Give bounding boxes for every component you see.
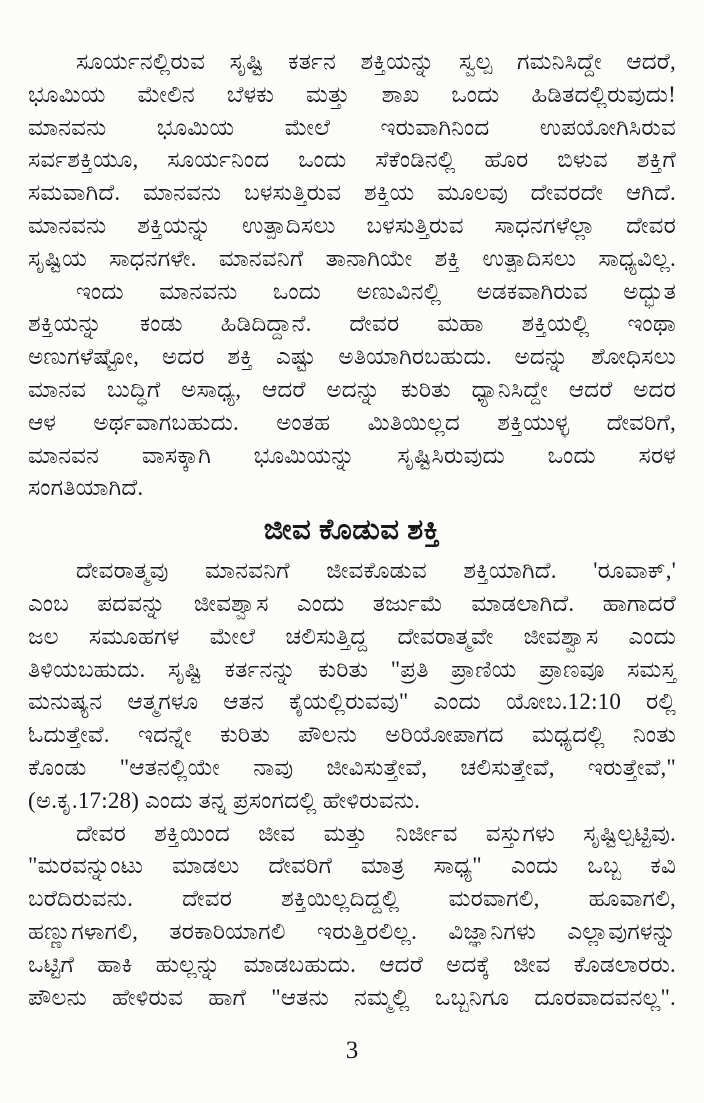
text-line: ಪೌಲನು ಹೇಳಿರುವ ಹಾಗೆ "ಆತನು ನಮ್ಮಲ್ಲಿ ಒಬ್ಬನಿಗೂ ದೂರವಾದವನಲ್ಲ". xyxy=(28,984,676,1010)
text-line: ಇಂದು ಮಾನವನು ಒಂದು ಅಣುವಿನಲ್ಲಿ ಅಡಕವಾಗಿರುವ ಅದ್ಭುತ xyxy=(76,278,676,304)
text-line: ಮಾನವನ ವಾಸಕ್ಕಾಗಿ ಭೂಮಿಯನ್ನು ಸೃಷ್ಟಿಸಿರುವುದು ಒಂದು ಸರಳ xyxy=(28,442,676,468)
text-line: ದೇವರಾತ್ಮವು ಮಾನವನಿಗೆ ಜೀವಕೊಡುವ ಶಕ್ತಿಯಾಗಿದೆ. 'ರೂವಾಕ್,' xyxy=(76,558,676,584)
text-line: ಶಕ್ತಿಯನ್ನು ಕಂಡು ಹಿಡಿದಿದ್ದಾನೆ. ದೇವರ ಮಹಾ ಶಕ್ತಿಯಲ್ಲಿ ಇಂಥಾ xyxy=(28,311,676,337)
text-line: ಸಮವಾಗಿದೆ. ಮಾನವನು ಬಳಸುತ್ತಿರುವ ಶಕ್ತಿಯ ಮೂಲವು ದೇವರದೇ ಆಗಿದೆ. xyxy=(28,180,676,206)
text-line: ಮಾನವ ಬುದ್ಧಿಗೆ ಅಸಾಧ್ಯ, ಆದರೆ ಅದನ್ನು ಕುರಿತು ಧ್ಯಾನಿಸಿದ್ದೇ ಆದರೆ ಅದರ xyxy=(28,376,676,402)
text-line: ಓದುತ್ತೇವೆ. ಇದನ್ನೇ ಕುರಿತು ಪೌಲನು ಅರಿಯೋಪಾಗದ ಮಧ್ಯದಲ್ಲಿ ನಿಂತು xyxy=(28,722,676,748)
text-line: ಸಂಗತಿಯಾಗಿದೆ. xyxy=(28,475,144,501)
text-line: ಜಲ ಸಮೂಹಗಳ ಮೇಲೆ ಚಲಿಸುತ್ತಿದ್ದ ದೇವರಾತ್ಮವೇ ಜೀವಶ್ವಾಸ ಎಂದು xyxy=(28,623,676,649)
text-line: ಸೂರ್ಯನಲ್ಲಿರುವ ಸೃಷ್ಟಿ ಕರ್ತನ ಶಕ್ತಿಯನ್ನು ಸ್ವಲ್ಪ ಗಮನಿಸಿದ್ದೇ ಆದರೆ, xyxy=(76,49,676,74)
text-line: ಸೃಷ್ಟಿಯ ಸಾಧನಗಳೇ. ಮಾನವನಿಗೆ ತಾನಾಗಿಯೇ ಶಕ್ತಿ ಉತ್ಪಾದಿಸಲು ಸಾಧ್ಯವಿಲ್ಲ. xyxy=(28,245,676,271)
text-line: (ಅ.ಕೃ.17:28) ಎಂದು ತನ್ನ ಪ್ರಸಂಗದಲ್ಲಿ ಹೇಳಿರುವನು. xyxy=(28,787,421,813)
text-line: ಸರ್ವಶಕ್ತಿಯೂ, ಸೂರ್ಯನಿಂದ ಒಂದು ಸೆಕೆಂಡಿನಲ್ಲಿ ಹೊರ ಬಿಳುವ ಶಕ್ತಿಗೆ xyxy=(28,147,676,173)
paragraph-1 xyxy=(28,46,676,276)
text-line: ಭೂಮಿಯ ಮೇಲಿನ ಬೆಳಕು ಮತ್ತು ಶಾಖ ಒಂದು ಹಿಡಿತದಲ್ಲಿರುವುದು! xyxy=(28,81,676,107)
text-block xyxy=(28,46,676,1014)
text-line: ಬರೆದಿರುವನು. ದೇವರ ಶಕ್ತಿಯಿಲ್ಲದಿದ್ದಲ್ಲಿ ಮರವಾಗಲಿ, ಹೂವಾಗಲಿ, xyxy=(28,886,676,912)
text-line: ದೇವರ ಶಕ್ತಿಯಿಂದ ಜೀವ ಮತ್ತು ನಿರ್ಜೀವ ವಸ್ತುಗಳು ಸೃಷ್ಟಿಲ್ಪಟ್ಟಿವು. xyxy=(76,820,676,846)
text-line: ಎಂಬ ಪದವನ್ನು ಜೀವಶ್ವಾಸ ಎಂದು ತರ್ಜುಮೆ ಮಾಡಲಾಗಿದೆ. ಹಾಗಾದರೆ xyxy=(28,590,676,616)
paragraph-2 xyxy=(28,276,676,506)
text-line: ಮಾನವನು ಶಕ್ತಿಯನ್ನು ಉತ್ಪಾದಿಸಲು ಬಳಸುತ್ತಿರುವ ಸಾಧನಗಳೆಲ್ಲಾ ದೇವರ xyxy=(28,212,676,238)
text-line: ತಿಳಿಯಬಹುದು. ಸೃಷ್ಟಿ ಕರ್ತನನ್ನು ಕುರಿತು "ಪ್ರತಿ ಪ್ರಾಣಿಯ ಪ್ರಾಣವೂ ಸಮಸ್ತ xyxy=(28,656,676,682)
paragraph-3 xyxy=(28,555,676,817)
text-line: ಒಟ್ಟಿಗೆ ಹಾಕಿ ಹುಲ್ಲನ್ನು ಮಾಡಬಹುದು. ಆದರೆ ಅದಕ್ಕೆ ಜೀವ ಕೊಡಲಾರರು. xyxy=(28,951,676,977)
section-heading: ಜೀವ ಕೊಡುವ ಶಕ್ತಿ xyxy=(263,514,441,547)
text-line: "ಮರವನ್ನುಂಟು ಮಾಡಲು ದೇವರಿಗೆ ಮಾತ್ರ ಸಾಧ್ಯ" ಎಂದು ಒಬ್ಬ ಕವಿ xyxy=(28,853,676,879)
text-line: ಮನುಷ್ಯನ ಆತ್ಮಗಳೂ ಆತನ ಕೈಯಲ್ಲಿರುವವು" ಎಂದು ಯೋಬ.12:10 ರಲ್ಲಿ xyxy=(28,689,676,715)
text-line: ಅಣುಗಳೆಷ್ಟೋ, ಅದರ ಶಕ್ತಿ ಎಷ್ಟು ಅತಿಯಾಗಿರಬಹುದು. ಅದನ್ನು ಶೋಧಿಸಲು xyxy=(28,344,676,370)
paragraph-4 xyxy=(28,818,676,1015)
text-line: ಹಣ್ಣುಗಳಾಗಲಿ, ತರಕಾರಿಯಾಗಲಿ ಇರುತ್ತಿರಲಿಲ್ಲ. ವಿಜ್ಞಾನಿಗಳು ಎಲ್ಲಾವುಗಳನ್ನು xyxy=(28,918,676,944)
text-line: ಕೊಂಡು "ಆತನಲ್ಲಿಯೇ ನಾವು ಜೀವಿಸುತ್ತೇವೆ, ಚಲಿಸುತ್ತೇವೆ, ಇರುತ್ತೇವೆ," xyxy=(28,754,676,780)
page-number: 3 xyxy=(345,1037,359,1064)
text-line: ಮಾನವನು ಭೂಮಿಯ ಮೇಲೆ ಇರುವಾಗಿನಿಂದ ಉಪಯೋಗಿಸಿರುವ xyxy=(28,114,676,140)
text-line: ಆಳ ಅರ್ಥವಾಗಬಹುದು. ಅಂತಹ ಮಿತಿಯಿಲ್ಲದ ಶಕ್ತಿಯುಳ್ಳ ದೇವರಿಗೆ, xyxy=(28,409,676,435)
